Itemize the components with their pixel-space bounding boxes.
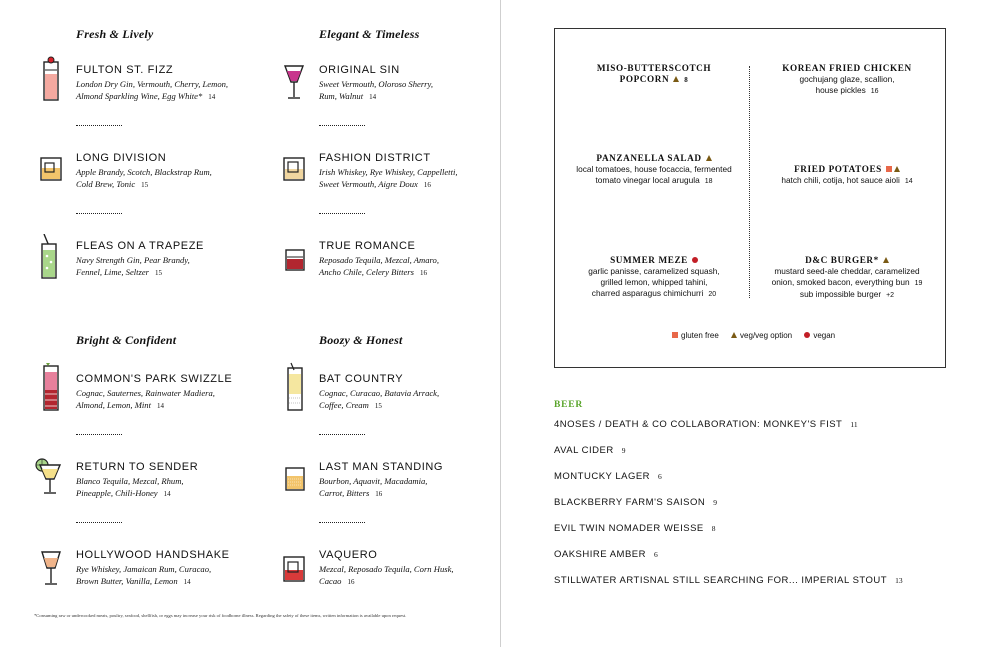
food-name: POPCORN <box>619 74 670 84</box>
beer-item <box>554 471 662 482</box>
legend-veg: veg/veg option <box>740 331 793 340</box>
beer-price: 11 <box>850 420 858 429</box>
cocktail-fashion-district <box>319 152 519 191</box>
vegan-marker-icon <box>692 257 698 263</box>
cocktail-name: FULTON ST. FIZZ <box>76 64 174 76</box>
cocktail-last-man-standing <box>319 461 519 500</box>
food-price: 18 <box>704 178 713 185</box>
vegan-marker-icon <box>804 332 810 338</box>
food-description: mustard seed-ale cheddar, caramelized <box>774 266 920 276</box>
cocktail-long-division <box>76 152 276 191</box>
dotted-separator <box>76 521 122 523</box>
beer-name: BLACKBERRY FARM'S SAISON <box>554 497 706 508</box>
cocktail-name: TRUE ROMANCE <box>319 240 416 252</box>
veg-marker-icon <box>883 257 889 263</box>
cocktail-fulton-st-fizz <box>76 64 276 103</box>
food-description: sub impossible burger <box>799 289 882 299</box>
dotted-separator <box>319 433 365 435</box>
cocktail-name: ORIGINAL SIN <box>319 64 400 76</box>
food-name: D&C BURGER* <box>805 255 879 265</box>
cocktail-ingredients: Almond Sparkling Wine, Egg White* <box>76 90 203 101</box>
cocktail-ingredients: Carrot, Bitters <box>319 487 370 498</box>
food-name: MISO-BUTTERSCOTCH <box>596 63 712 73</box>
cocktail-return-to-sender <box>76 461 276 500</box>
cocktail-ingredients: Bourbon, Aquavit, Macadamia, <box>319 476 428 486</box>
collins-straw-icon <box>38 234 62 280</box>
food-name: SUMMER MEZE <box>610 255 688 265</box>
food-item-panzanella-salad <box>564 153 744 187</box>
swizzle-glass-icon <box>40 362 62 412</box>
section-title-boozy-honest: Boozy & Honest <box>319 333 403 347</box>
cocktail-ingredients: Brown Butter, Vanilla, Lemon <box>76 575 178 586</box>
food-description: onion, smoked bacon, everything bun <box>771 277 910 287</box>
dotted-separator <box>319 212 365 214</box>
beer-name: 4NOSES / DEATH & CO COLLABORATION: MONKEY'S FIST <box>554 419 843 430</box>
beer-section-title: BEER <box>554 400 584 410</box>
section-title-bright-confident: Bright & Confident <box>76 333 177 347</box>
cocktail-fleas-on-a-trapeze <box>76 240 276 279</box>
cocktail-price: 16 <box>347 577 355 586</box>
highball-cream-icon <box>283 362 307 412</box>
cocktail-name: FASHION DISTRICT <box>319 152 431 164</box>
cocktail-name: LONG DIVISION <box>76 152 167 164</box>
cocktail-price: 15 <box>141 180 149 189</box>
cocktail-price: 15 <box>374 401 382 410</box>
beer-name: AVAL CIDER <box>554 445 614 456</box>
food-description: charred asparagus chimichurri <box>591 288 704 298</box>
rocks-cube-icon <box>283 157 305 181</box>
cocktail-name: FLEAS ON A TRAPEZE <box>76 240 204 252</box>
cocktail-ingredients: Coffee, Cream <box>319 399 369 410</box>
nick-nora-icon <box>40 550 62 586</box>
food-description: garlic panisse, caramelized squash, <box>588 266 720 276</box>
cocktail-name: HOLLYWOOD HANDSHAKE <box>76 549 230 561</box>
highball-pink-icon <box>40 56 62 102</box>
cocktail-price: 16 <box>420 268 427 277</box>
cocktail-ingredients: Apple Brandy, Scotch, Blackstrap Rum, <box>76 167 212 177</box>
veg-marker-icon <box>673 76 679 82</box>
food-item-dc-burger <box>757 255 937 301</box>
section-title-fresh-lively: Fresh & Lively <box>76 27 154 41</box>
cocktail-price: 15 <box>155 268 163 277</box>
cocktail-name: LAST MAN STANDING <box>319 461 444 473</box>
beer-item <box>554 523 716 534</box>
veg-marker-icon <box>731 332 737 338</box>
beer-price: 13 <box>895 576 903 585</box>
beer-item <box>554 419 858 430</box>
food-description: grilled lemon, whipped tahini, <box>600 277 708 287</box>
cocktail-bat-country <box>319 373 519 412</box>
cocktail-hollywood-handshake <box>76 549 276 588</box>
cocktail-price: 16 <box>375 489 383 498</box>
cocktail-name: RETURN TO SENDER <box>76 461 199 473</box>
beer-name: OAKSHIRE AMBER <box>554 549 646 560</box>
food-description: local tomatoes, house focaccia, fermented <box>576 164 732 174</box>
food-name: KOREAN FRIED CHICKEN <box>782 63 912 73</box>
gluten-free-marker-icon <box>886 166 892 172</box>
gluten-free-marker-icon <box>672 332 678 338</box>
food-item-summer-meze <box>564 255 744 300</box>
cocktail-ingredients: Rye Whiskey, Jamaican Rum, Curacao, <box>76 564 212 574</box>
cocktail-ingredients: Cold Brew, Tonic <box>76 178 136 189</box>
food-name: FRIED POTATOES <box>794 164 882 174</box>
cocktail-ingredients: London Dry Gin, Vermouth, Cherry, Lemon, <box>76 79 229 89</box>
cocktail-name: COMMON'S PARK SWIZZLE <box>76 373 233 385</box>
beer-price: 6 <box>658 472 662 481</box>
cocktail-ingredients: Reposado Tequila, Mezcal, Amaro, <box>319 255 439 265</box>
food-item-korean-fried-chicken <box>757 63 937 97</box>
cocktail-price: 14 <box>183 577 191 586</box>
food-name: PANZANELLA SALAD <box>596 153 702 163</box>
rocks-cube-red-icon <box>283 556 305 582</box>
food-description: gochujang glaze, scallion, <box>799 74 895 84</box>
cocktail-ingredients: Blanco Tequila, Mezcal, Rhum, <box>76 476 184 486</box>
veg-marker-icon <box>894 166 900 172</box>
veg-marker-icon <box>706 155 712 161</box>
dotted-separator <box>319 124 365 126</box>
cocktail-ingredients: Irish Whiskey, Rye Whiskey, Cappelletti, <box>319 167 458 177</box>
cocktail-price: 14 <box>163 489 171 498</box>
rocks-red-icon <box>285 249 305 271</box>
dotted-separator <box>76 212 122 214</box>
cocktail-ingredients: Navy Strength Gin, Pear Brandy, <box>76 255 190 265</box>
beer-item <box>554 549 658 560</box>
food-description: tomato vinegar local arugula <box>595 175 700 185</box>
beer-price: 6 <box>654 550 658 559</box>
beer-name: EVIL TWIN NOMADER WEISSE <box>554 523 704 534</box>
food-price: 19 <box>914 280 923 287</box>
legend-vegan: vegan <box>813 331 836 340</box>
cocktail-price: 14 <box>369 92 377 101</box>
food-item-miso-butterscotch-popcorn <box>564 63 744 86</box>
dotted-separator <box>319 521 365 523</box>
food-price: 14 <box>904 178 913 185</box>
cocktail-commons-park-swizzle <box>76 373 276 412</box>
food-description: house pickles <box>815 85 866 95</box>
cocktail-original-sin <box>319 64 519 103</box>
legend-gluten-free: gluten free <box>681 331 719 340</box>
food-price: 8 <box>684 76 689 84</box>
food-column-divider <box>749 66 750 298</box>
beer-name: MONTUCKY LAGER <box>554 471 651 482</box>
coupe-pink-icon <box>283 64 305 100</box>
food-extra-price: +2 <box>886 292 895 299</box>
beer-item <box>554 445 625 456</box>
cocktail-ingredients: Cacao <box>319 575 342 586</box>
cocktail-ingredients: Sweet Vermouth, Aigre Doux <box>319 178 418 189</box>
section-title-elegant-timeless: Elegant & Timeless <box>319 27 420 41</box>
dietary-legend <box>672 331 845 340</box>
beer-price: 9 <box>621 446 626 455</box>
food-price: 20 <box>708 291 717 298</box>
cocktail-price: 14 <box>156 401 164 410</box>
food-description: hatch chili, cotija, hot sauce aioli <box>781 175 900 185</box>
rocks-amber-icon <box>285 467 305 491</box>
cocktail-ingredients: Sweet Vermouth, Oloroso Sherry, <box>319 79 434 89</box>
beer-name: STILLWATER ARTISNAL STILL SEARCHING FOR... IMPERIAL STOUT <box>554 575 888 586</box>
cocktail-ingredients: Pineapple, Chili-Honey <box>76 487 158 498</box>
food-price: 16 <box>870 88 879 95</box>
cocktail-true-romance <box>319 240 519 279</box>
cocktail-ingredients: Almond, Lemon, Mint <box>76 399 151 410</box>
cocktail-ingredients: Ancho Chile, Celery Bitters <box>319 266 414 277</box>
beer-item <box>554 497 717 508</box>
allergy-footnote: *Consuming raw or undercooked meats, poultry, seafood, shellfish, or eggs may increase your risk of foodborne illness. Regarding the safety of these items, written information is available upon request. <box>34 613 407 618</box>
cocktail-vaquero <box>319 549 519 588</box>
cocktail-ingredients: Rum, Walnut <box>319 90 364 101</box>
cocktail-ingredients: Cognac, Sauternes, Rainwater Madiera, <box>76 388 215 398</box>
cocktail-price: 16 <box>423 180 431 189</box>
rocks-cube-icon <box>40 157 62 181</box>
cocktail-name: VAQUERO <box>319 549 378 561</box>
beer-price: 9 <box>713 498 718 507</box>
cocktail-ingredients: Mezcal, Reposado Tequila, Corn Husk, <box>319 564 454 574</box>
cocktail-ingredients: Fennel, Lime, Seltzer <box>76 266 150 277</box>
cocktail-name: BAT COUNTRY <box>319 373 404 385</box>
beer-item <box>554 575 903 586</box>
coupe-lime-icon <box>34 457 64 495</box>
cocktail-price: 14 <box>208 92 216 101</box>
cocktail-ingredients: Cognac, Curacao, Batavia Arrack, <box>319 388 440 398</box>
dotted-separator <box>76 433 122 435</box>
food-item-fried-potatoes <box>757 164 937 187</box>
beer-price: 8 <box>711 524 716 533</box>
dotted-separator <box>76 124 122 126</box>
